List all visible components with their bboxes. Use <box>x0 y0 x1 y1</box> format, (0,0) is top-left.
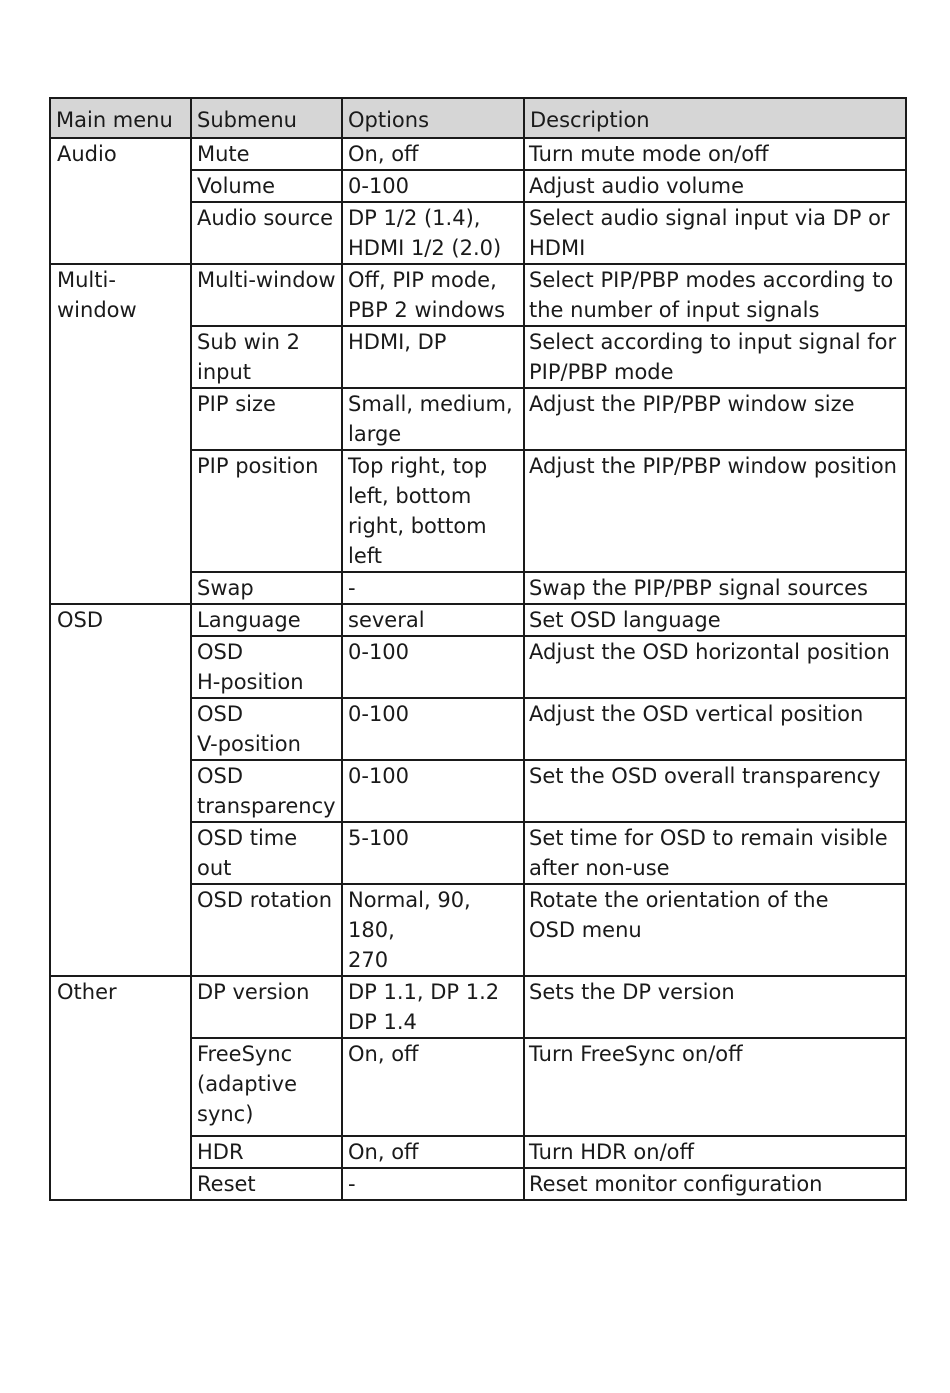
description-cell <box>524 138 906 170</box>
submenu-cell <box>191 1168 342 1200</box>
header-row <box>50 98 906 138</box>
submenu-cell <box>191 1038 342 1136</box>
options-cell <box>342 1168 524 1200</box>
description-text: Set time for OSD to remain visible after non-use <box>529 826 888 880</box>
description-cell <box>524 388 906 450</box>
options-cell <box>342 1038 524 1136</box>
description-cell <box>524 572 906 604</box>
description-text: Turn FreeSync on/off <box>529 1042 743 1066</box>
submenu-cell <box>191 636 342 698</box>
submenu-text: Reset <box>197 1172 256 1196</box>
options-cell <box>342 388 524 450</box>
description-cell <box>524 822 906 884</box>
description-text: Reset monitor configuration <box>529 1172 823 1196</box>
options-cell <box>342 170 524 202</box>
description-text: Select PIP/PBP modes according to the number of input signals <box>529 268 894 322</box>
header-main-menu: Main menu <box>50 98 191 138</box>
options-cell <box>342 636 524 698</box>
description-cell <box>524 1168 906 1200</box>
options-cell <box>342 326 524 388</box>
options-text: Top right, top left, bottom right, bottom left <box>348 454 488 568</box>
options-text: 0-100 <box>348 702 410 726</box>
options-text: 5-100 <box>348 826 410 850</box>
submenu-cell <box>191 202 342 264</box>
submenu-cell <box>191 450 342 572</box>
description-cell <box>524 698 906 760</box>
submenu-text: Swap <box>197 576 254 600</box>
options-text: Small, medium, large <box>348 392 513 446</box>
main-menu-cell <box>50 264 191 604</box>
description-cell <box>524 760 906 822</box>
submenu-cell <box>191 822 342 884</box>
options-text: - <box>348 576 356 600</box>
header-options: Options <box>342 98 524 138</box>
table-row <box>50 976 906 1038</box>
main-menu-label: OSD <box>57 608 104 632</box>
options-cell <box>342 138 524 170</box>
main-menu-cell <box>50 976 191 1200</box>
description-cell <box>524 202 906 264</box>
main-menu-cell <box>50 604 191 976</box>
description-text: Select audio signal input via DP or HDMI <box>529 206 890 260</box>
submenu-text: OSD V-position <box>197 702 301 756</box>
submenu-cell <box>191 264 342 326</box>
options-text: 0-100 <box>348 764 410 788</box>
options-text: On, off <box>348 1042 419 1066</box>
description-text: Turn mute mode on/off <box>529 142 769 166</box>
submenu-text: HDR <box>197 1140 244 1164</box>
main-menu-label: Multi- window <box>57 268 137 322</box>
submenu-text: Audio source <box>197 206 334 230</box>
table-row <box>50 138 906 170</box>
options-text: Off, PIP mode, PBP 2 windows <box>348 268 506 322</box>
options-text: several <box>348 608 425 632</box>
options-text: HDMI, DP <box>348 330 447 354</box>
options-text: DP 1/2 (1.4), HDMI 1/2 (2.0) <box>348 206 502 260</box>
submenu-text: Mute <box>197 142 250 166</box>
description-cell <box>524 884 906 976</box>
description-text: Adjust audio volume <box>529 174 744 198</box>
description-cell <box>524 636 906 698</box>
description-text: Swap the PIP/PBP signal sources <box>529 576 868 600</box>
submenu-text: DP version <box>197 980 310 1004</box>
options-cell <box>342 604 524 636</box>
submenu-cell <box>191 138 342 170</box>
table-row <box>50 264 906 326</box>
options-cell <box>342 760 524 822</box>
options-text: On, off <box>348 142 419 166</box>
submenu-text: OSD time out <box>197 826 298 880</box>
submenu-cell <box>191 388 342 450</box>
description-text: Set OSD language <box>529 608 721 632</box>
options-text: - <box>348 1172 356 1196</box>
description-text: Adjust the OSD horizontal position <box>529 640 890 664</box>
submenu-text: Sub win 2 input <box>197 330 301 384</box>
description-cell <box>524 326 906 388</box>
description-cell <box>524 264 906 326</box>
options-text: On, off <box>348 1140 419 1164</box>
options-cell <box>342 264 524 326</box>
table-header <box>50 98 906 138</box>
main-menu-label: Other <box>57 980 117 1004</box>
options-cell <box>342 1136 524 1168</box>
description-cell <box>524 1038 906 1136</box>
options-text: Normal, 90, 180, 270 <box>348 888 471 972</box>
submenu-text: Multi-window <box>197 268 336 292</box>
header-description: Description <box>524 98 906 138</box>
submenu-cell <box>191 760 342 822</box>
submenu-text: OSD H-position <box>197 640 304 694</box>
table-body <box>50 138 906 1200</box>
submenu-cell <box>191 170 342 202</box>
submenu-text: PIP position <box>197 454 319 478</box>
options-text: 0-100 <box>348 640 410 664</box>
submenu-text: OSD transparency <box>197 764 336 818</box>
options-cell <box>342 572 524 604</box>
description-cell <box>524 604 906 636</box>
options-cell <box>342 822 524 884</box>
submenu-text: FreeSync (adaptive sync) <box>197 1042 298 1126</box>
submenu-cell <box>191 698 342 760</box>
menu-table <box>49 97 907 1201</box>
description-text: Adjust the PIP/PBP window size <box>529 392 855 416</box>
description-text: Sets the DP version <box>529 980 735 1004</box>
header-submenu: Submenu <box>191 98 342 138</box>
description-text: Turn HDR on/off <box>529 1140 694 1164</box>
description-text: Rotate the orientation of the OSD menu <box>529 888 829 942</box>
description-cell <box>524 976 906 1038</box>
submenu-text: Language <box>197 608 301 632</box>
table-row <box>50 604 906 636</box>
options-cell <box>342 698 524 760</box>
submenu-text: Volume <box>197 174 276 198</box>
options-cell <box>342 202 524 264</box>
options-cell <box>342 976 524 1038</box>
options-cell <box>342 884 524 976</box>
submenu-text: PIP size <box>197 392 276 416</box>
description-text: Adjust the PIP/PBP window position <box>529 454 897 478</box>
submenu-cell <box>191 604 342 636</box>
main-menu-label: Audio <box>57 142 117 166</box>
description-cell <box>524 170 906 202</box>
main-menu-cell <box>50 138 191 264</box>
submenu-cell <box>191 976 342 1038</box>
submenu-cell <box>191 884 342 976</box>
submenu-text: OSD rotation <box>197 888 333 912</box>
options-cell <box>342 450 524 572</box>
description-cell <box>524 450 906 572</box>
submenu-cell <box>191 572 342 604</box>
submenu-cell <box>191 1136 342 1168</box>
description-text: Adjust the OSD vertical position <box>529 702 864 726</box>
submenu-cell <box>191 326 342 388</box>
options-text: DP 1.1, DP 1.2 DP 1.4 <box>348 980 500 1034</box>
description-text: Set the OSD overall transparency <box>529 764 881 788</box>
description-cell <box>524 1136 906 1168</box>
description-text: Select according to input signal for PIP/PBP mode <box>529 330 897 384</box>
options-text: 0-100 <box>348 174 410 198</box>
